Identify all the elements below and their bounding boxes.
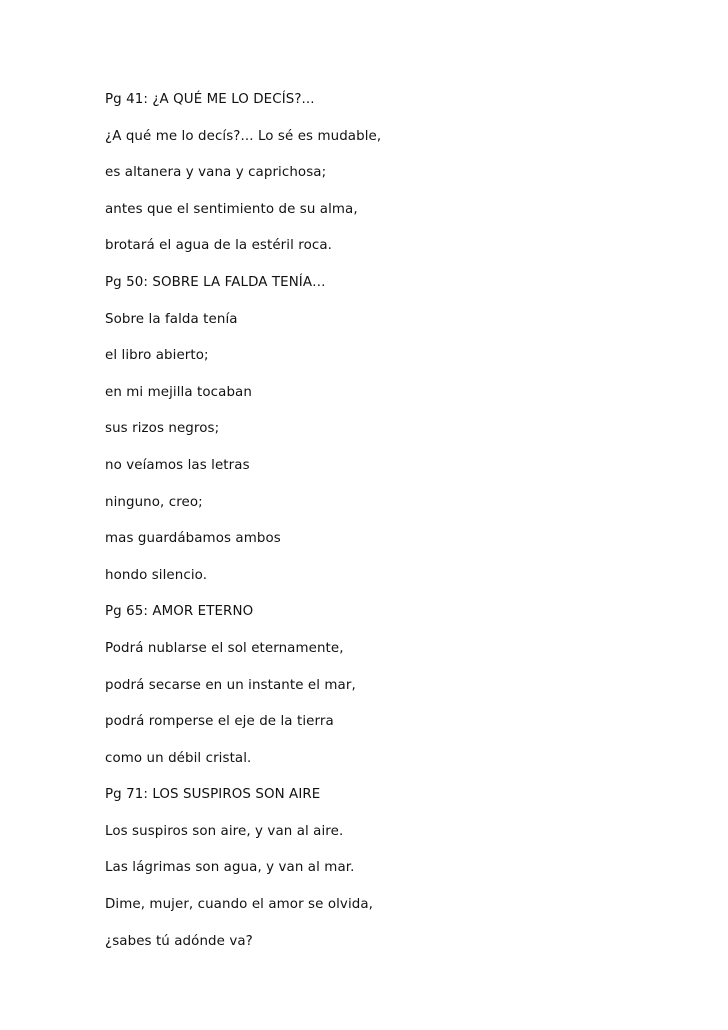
section-heading: Pg 50: SOBRE LA FALDA TENÍA… xyxy=(105,274,326,290)
section-heading: Pg 41: ¿A QUÉ ME LO DECÍS?... xyxy=(105,92,315,107)
verse-line: el libro abierto; xyxy=(105,348,209,364)
verse-line: Dime, mujer, cuando el amor se olvida, xyxy=(105,897,374,913)
verse-line: como un débil cristal. xyxy=(105,750,252,766)
verse-line: Los suspiros son aire, y van al aire. xyxy=(105,823,344,839)
verse-line: brotará el agua de la estéril roca. xyxy=(105,238,333,254)
verse-line: es altanera y vana y caprichosa; xyxy=(105,165,327,181)
verse-line: antes que el sentimiento de su alma, xyxy=(105,201,358,217)
verse-line: mas guardábamos ambos xyxy=(105,531,281,547)
verse-line: podrá secarse en un instante el mar, xyxy=(105,677,356,693)
verse-line: en mi mejilla tocaban xyxy=(105,384,252,400)
verse-line: Podrá nublarse el sol eternamente, xyxy=(105,640,344,656)
verse-line: hondo silencio. xyxy=(105,567,208,583)
verse-line: sus rizos negros; xyxy=(105,421,220,437)
verse-line: no veíamos las letras xyxy=(105,457,250,473)
section-heading: Pg 71: LOS SUSPIROS SON AIRE xyxy=(105,787,321,803)
verse-line: ¿A qué me lo decís?... Lo sé es mudable, xyxy=(105,128,382,144)
verse-line: podrá romperse el eje de la tierra xyxy=(105,714,334,730)
verse-line: ¿sabes tú adónde va? xyxy=(105,933,253,949)
section-heading: Pg 65: AMOR ETERNO xyxy=(105,604,254,620)
verse-line: ninguno, creo; xyxy=(105,494,203,510)
verse-line: Sobre la falda tenía xyxy=(105,311,238,327)
verse-line: Las lágrimas son agua, y van al mar. xyxy=(105,860,355,876)
poem-text-block xyxy=(105,86,665,964)
